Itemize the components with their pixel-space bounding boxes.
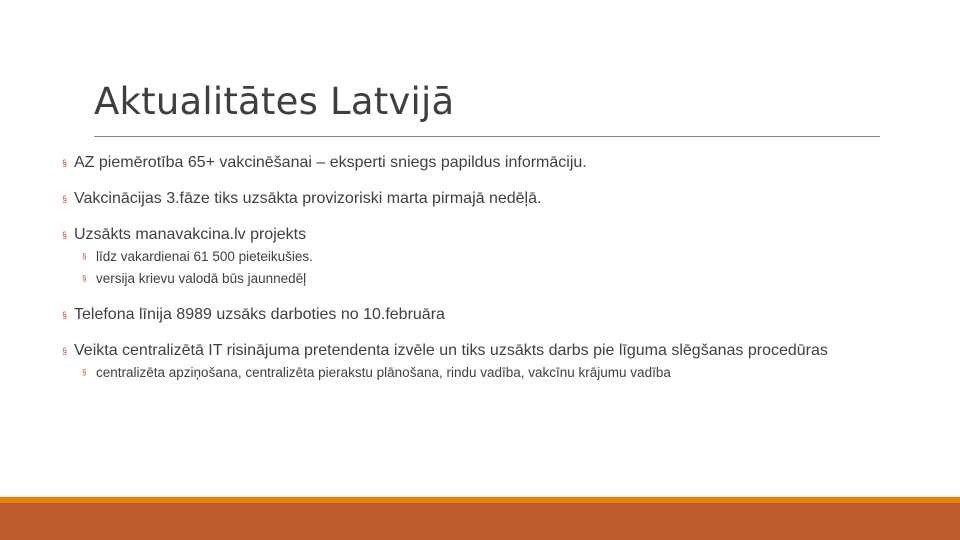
bullet-item [62,304,882,326]
bullet-icon: § [62,194,68,204]
bullet-text: Veikta centralizētā IT risinājuma pretendenta izvēle un tiks uzsākts darbs pie līguma slēgšanas procedūras [74,342,828,359]
bullet-group [62,224,882,290]
bullet-group [62,340,882,384]
bullet-icon: § [82,274,87,283]
sub-bullet-item [62,268,882,290]
bullet-item [62,152,882,174]
bullet-icon: § [62,310,68,320]
bullet-item [62,188,882,210]
bullet-icon: § [62,158,68,168]
bullet-text: AZ piemērotība 65+ vakcinēšanai – eksperti sniegs papildus informāciju. [74,154,587,171]
sub-bullet-text: līdz vakardienai 61 500 pieteikušies. [96,249,313,264]
sub-bullet-item [62,362,882,384]
slide-content [62,152,882,398]
bullet-icon: § [62,230,68,240]
bullet-icon: § [82,368,87,377]
bullet-item [62,224,882,246]
footer-bar [0,503,960,540]
sub-bullet-text: versija krievu valodā būs jaunnedēļ [96,271,307,286]
bullet-icon: § [82,252,87,261]
bullet-text: Telefona līnija 8989 uzsāks darboties no 10.februāra [74,306,445,323]
bullet-text: Vakcinācijas 3.fāze tiks uzsākta provizoriski marta pirmajā nedēļā. [74,190,542,207]
sub-bullet-item [62,246,882,268]
bullet-icon: § [62,346,68,356]
sub-bullet-text: centralizēta apziņošana, centralizēta pierakstu plānošana, rindu vadība, vakcīnu krājumu vadība [96,365,671,380]
bullet-item [62,340,882,362]
bullet-text: Uzsākts manavakcina.lv projekts [74,226,307,243]
slide-title: Aktualitātes Latvijā [94,80,455,123]
title-divider [94,136,880,137]
